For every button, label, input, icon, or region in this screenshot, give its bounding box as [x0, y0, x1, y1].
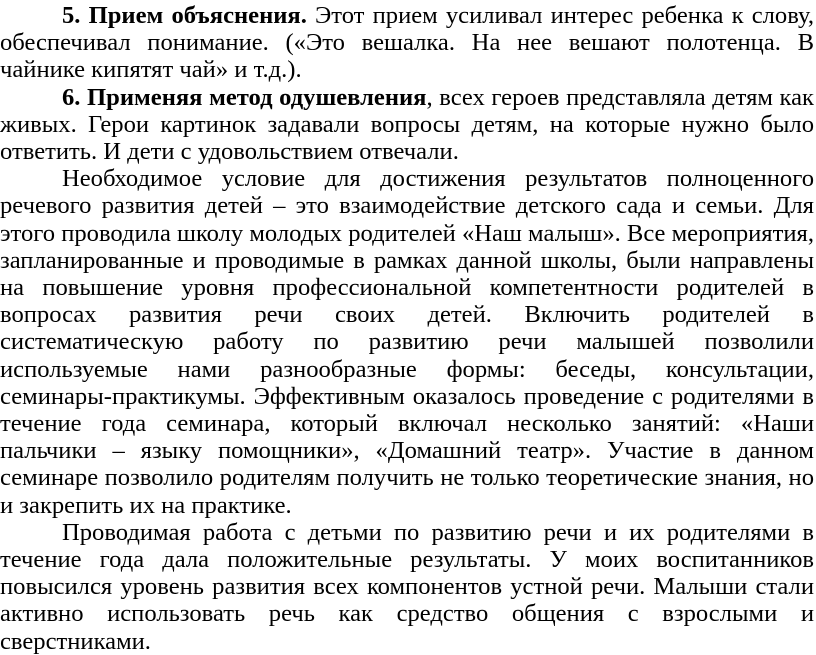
- paragraph-text: Этот прием усиливал интерес ребенка к слову, обеспечивал понимание. («Это вешалка. На нее вешают полотенца. В чайнике кипятят чай» и т.д.).: [0, 2, 814, 84]
- paragraph-animation-method: [0, 84, 814, 166]
- paragraph-text: Проводимая работа с детьми по развитию речи и их родителями в течение года дала положительные результаты. У моих воспитанников повысился уровень развития всех компонентов устной речи. Малыши стали активно использовать речь как средство общения с взрослыми и сверстниками.: [0, 518, 814, 655]
- paragraph-results: [0, 519, 814, 655]
- paragraph-text: Необходимое условие для достижения результатов полноценного речевого развития детей – это взаимодействие детского сада и семьи. Для этого проводила школу молодых родителей «Наш малыш». Все мероприятия, запланированные и проводимые в рамках данной школы, были направлены на повышение уровня профессиональной компетентности родителей в вопросах развития речи своих детей. Включить родителей в систематическую работу по развитию речи малышей позволили используемые нами разнообразные формы: беседы, консультации, семинары-практикумы. Эффективным оказалось проведение с родителями в течение года семинара, который включал несколько занятий: «Наши пальчики – языку помощники», «Домашний театр». Участие в данном семинаре позволило родителям получить не только теоретические знания, но и закрепить их на практике.: [0, 165, 814, 519]
- paragraph-family-cooperation: [0, 165, 814, 519]
- paragraph-explanation-technique: [0, 2, 814, 84]
- paragraph-text: , всех героев представляла детям как живых. Герои картинок задавали вопросы детям, на которые нужно было ответить. И дети с удовольствием отвечали.: [0, 83, 814, 166]
- paragraph-lead: 5. Прием объяснения.: [62, 2, 307, 29]
- paragraph-lead: 6. Применяя метод одушевления: [62, 83, 427, 111]
